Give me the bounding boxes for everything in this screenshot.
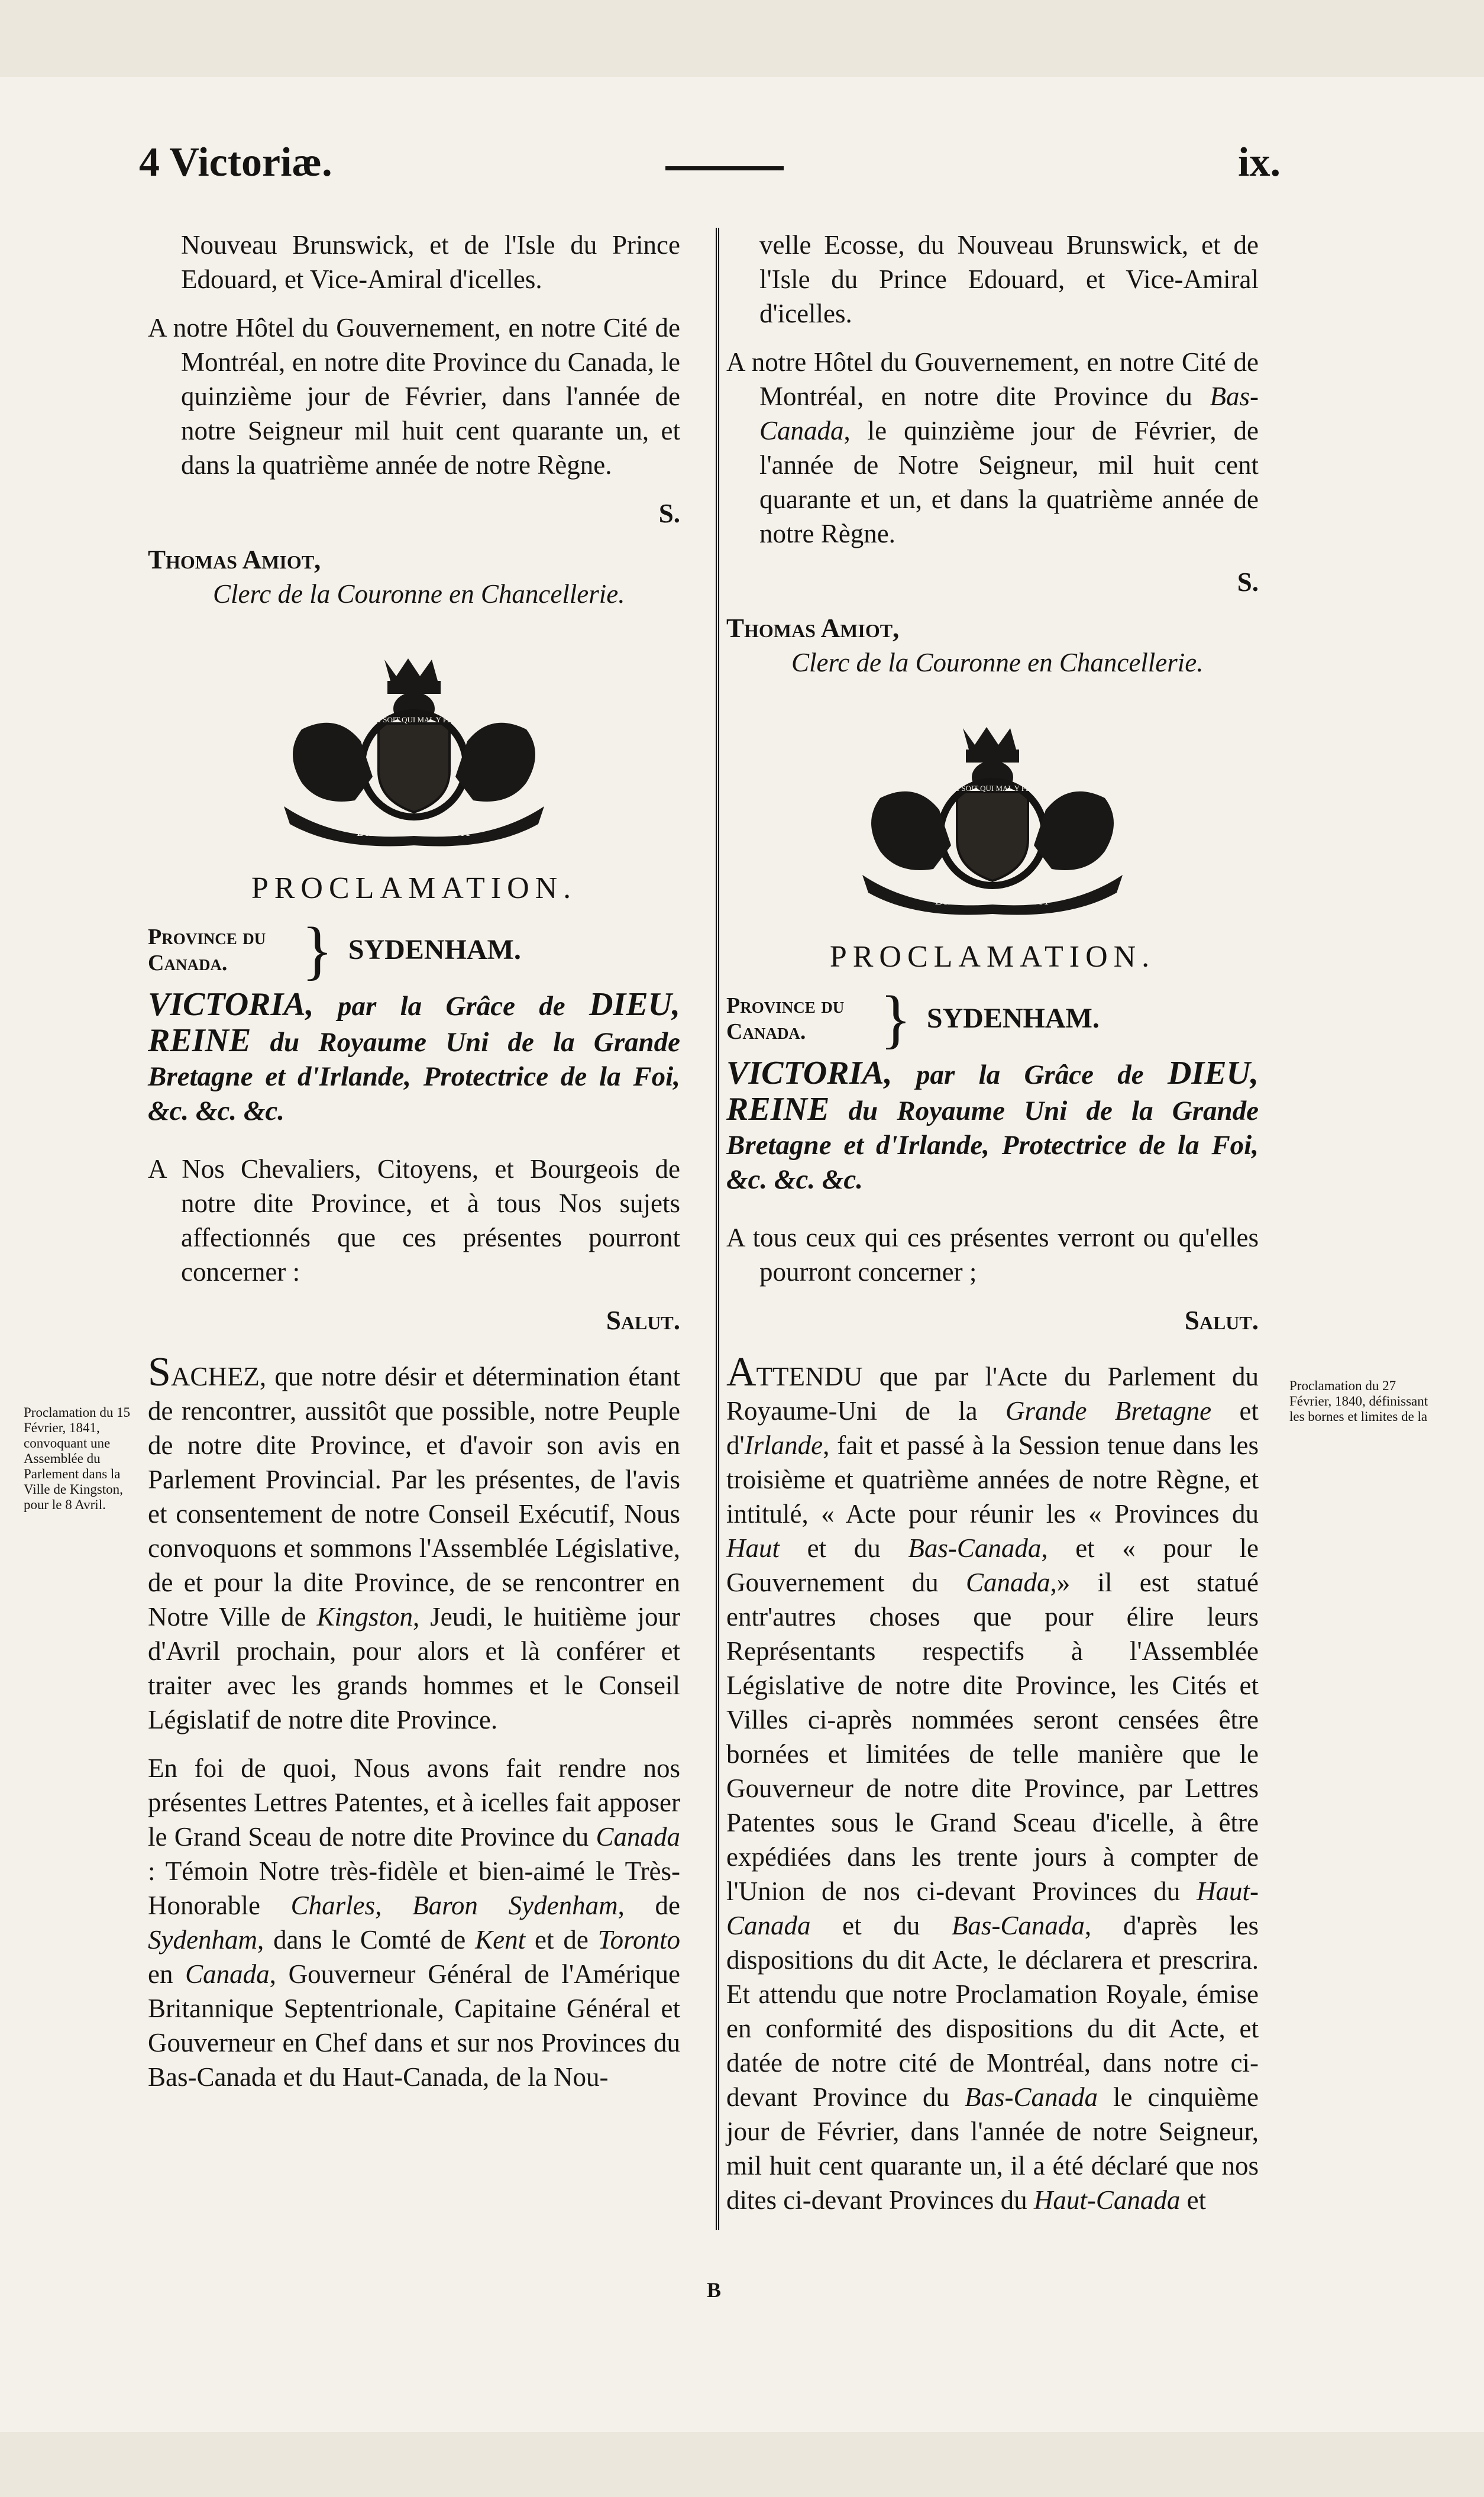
right-column bbox=[726, 228, 1259, 2231]
page-header bbox=[139, 139, 1281, 204]
crest-garter: HONI SOIT QUI MAL Y PENSE bbox=[361, 715, 467, 724]
address-paragraph: A Nos Chevaliers, Citoyens, et Bourgeois de notre dite Province, et à tous Nos sujets affectionnés que ces présentes pourront concerner : bbox=[148, 1154, 680, 1287]
dated-paragraph: A notre Hôtel du Gouvernement, en notre Cité de Montréal, en notre dite Province du Canada, le quinzième jour de Février, dans l'année de notre Seigneur mil huit cent quarante un, et dans la quatrième année de notre Règne. bbox=[148, 313, 680, 480]
salut: Salut. bbox=[1184, 1306, 1259, 1335]
continued-text: Nouveau Brunswick, et de l'Isle du Prince Edouard, et Vice-Amiral d'icelles. bbox=[181, 230, 680, 294]
body-paragraph-1: ATTENDU que par l'Acte du Parlement du Royaume-Uni de la Grande Bretagne et d'Irlande, fait et passé à la Session tenue dans les troisième et quatrième années de notre Règne, et intitulé, « Acte pour réunir les « Provinces du Haut et du Bas-Canada, et « pour le Gouvernement du Canada,» il est statué entr'autres choses que pour élire leurs Représentants respectifs à l'Assemblée Législative de notre dite Province, les Cités et Villes ci-après nommées seront censées être bornées et limitées de telle manière que le Gouverneur de notre dite Province, par Lettres Patentes sous le Grand Sceau d'icelle, à être expédiées dans les trente jours à compter de l'Union de nos ci-devant Provinces du Haut-Canada et du Bas-Canada, d'après les dispositions du dit Acte, le déclarera et prescrira. Et attendu que notre Proclamation Royale, émise en conformité des dispositions du dit Acte, et datée de notre cité de Montréal, dans notre ci-devant Province du Bas-Canada le cinquième jour de Février, dans l'année de notre Seigneur, mil huit cent quarante un, il a été déclaré que nos dites ci-devant Provinces du Haut-Canada et bbox=[726, 1349, 1259, 2215]
margin-note-left: Proclamation du 15 Février, 1841, convoquant une Assemblée du Parlement dans la Ville de Kingston, pour le 8 Avril. bbox=[24, 1405, 131, 1512]
dated-paragraph: A notre Hôtel du Gouvernement, en notre Cité de Montréal, en notre dite Province du Bas-Canada, le quinzième jour de Février, de l'année de Notre Seigneur, mil huit cent quarante et un, et dans la quatrième année de notre Règne. bbox=[726, 347, 1259, 548]
brace-icon: } bbox=[880, 983, 911, 1055]
royal-coat-of-arms-icon bbox=[260, 652, 568, 848]
province-label: Province du Canada. bbox=[148, 925, 266, 975]
column-divider bbox=[716, 228, 719, 2230]
royal-style: VICTORIA, par la Grâce de DIEU, REINE du Royaume Uni de la Grande Bretagne et d'Irlande, Protectrice de la Foi, &c. &c. &c. bbox=[148, 986, 680, 1126]
running-head: 4 Victoriæ. bbox=[139, 140, 332, 185]
proclamation-heading: PROCLAMATION. bbox=[251, 871, 577, 905]
clerk-title: Clerc de la Couronne en Chancellerie. bbox=[213, 579, 625, 609]
top-margin bbox=[0, 0, 1484, 77]
page-number: ix. bbox=[1238, 140, 1281, 185]
province-label: Province du Canada. bbox=[726, 993, 845, 1044]
body-paragraph-1: SACHEZ, que notre désir et détermination étant de rencontrer, aussitôt que possible, notre Peuple de notre dite Province, et d'avoir son avis en Parlement Provincial. Par les présentes, de l'avis et consentement de notre Conseil Exécutif, Nous convoquons et sommons l'Assemblée Législative, de et pour la dite Province, de se rencontrer en Notre Ville de Kingston, Jeudi, le huitième jour d'Avril prochain, pour alors et là conférer et traiter avec les grands hommes et le Conseil Législatif de notre dite Province. bbox=[148, 1349, 680, 1734]
province-block bbox=[148, 914, 680, 986]
clerk-name: Thomas Amiot, bbox=[726, 613, 900, 643]
seal-mark: S. bbox=[1237, 567, 1259, 597]
crest-motto: DIEU ET MON DROIT bbox=[356, 826, 472, 839]
margin-note-right: Proclamation du 27 Février, 1840, définissant les bornes et limites de la bbox=[1289, 1378, 1428, 1424]
clerk-signature bbox=[726, 611, 1259, 680]
seal-mark: S. bbox=[658, 499, 680, 528]
bottom-margin bbox=[0, 2432, 1484, 2497]
left-column bbox=[148, 228, 680, 2108]
signature-mark: B bbox=[707, 2278, 722, 2302]
province-block bbox=[726, 983, 1259, 1055]
clerk-signature bbox=[148, 542, 680, 611]
royal-style: VICTORIA, par la Grâce de DIEU, REINE du Royaume Uni de la Grande Bretagne et d'Irlande, Protectrice de la Foi, &c. &c. &c. bbox=[726, 1055, 1259, 1195]
clerk-title: Clerc de la Couronne en Chancellerie. bbox=[791, 648, 1204, 677]
continued-text: velle Ecosse, du Nouveau Brunswick, et de l'Isle du Prince Edouard, et Vice-Amiral d'icelles. bbox=[759, 230, 1259, 328]
salut: Salut. bbox=[606, 1306, 680, 1335]
header-rule bbox=[665, 166, 784, 170]
governor-name: SYDENHAM. bbox=[348, 934, 521, 965]
address-paragraph: A tous ceux qui ces présentes verront ou qu'elles pourront concerner ; bbox=[726, 1223, 1259, 1287]
proclamation-heading: PROCLAMATION. bbox=[829, 940, 1156, 974]
clerk-name: Thomas Amiot, bbox=[148, 545, 321, 574]
royal-coat-of-arms-icon bbox=[839, 721, 1146, 916]
crest-garter: HONI SOIT QUI MAL Y PENSE bbox=[940, 784, 1045, 793]
governor-name: SYDENHAM. bbox=[926, 1003, 1100, 1034]
crest-motto: DIEU ET MON DROIT bbox=[935, 894, 1050, 907]
brace-icon: } bbox=[302, 914, 333, 986]
body-paragraph-2: En foi de quoi, Nous avons fait rendre nos présentes Lettres Patentes, et à icelles fait apposer le Grand Sceau de notre dite Province du Canada : Témoin Notre très-fidèle et bien-aimé le Très-Honorable Charles, Baron Sydenham, de Sydenham, dans le Comté de Kent et de Toronto en Canada, Gouverneur Général de l'Amérique Britannique Septentrionale, Capitaine Général et Gouverneur en Chef dans et sur nos Provinces du Bas-Canada et du Haut-Canada, de la Nou- bbox=[148, 1753, 680, 2092]
